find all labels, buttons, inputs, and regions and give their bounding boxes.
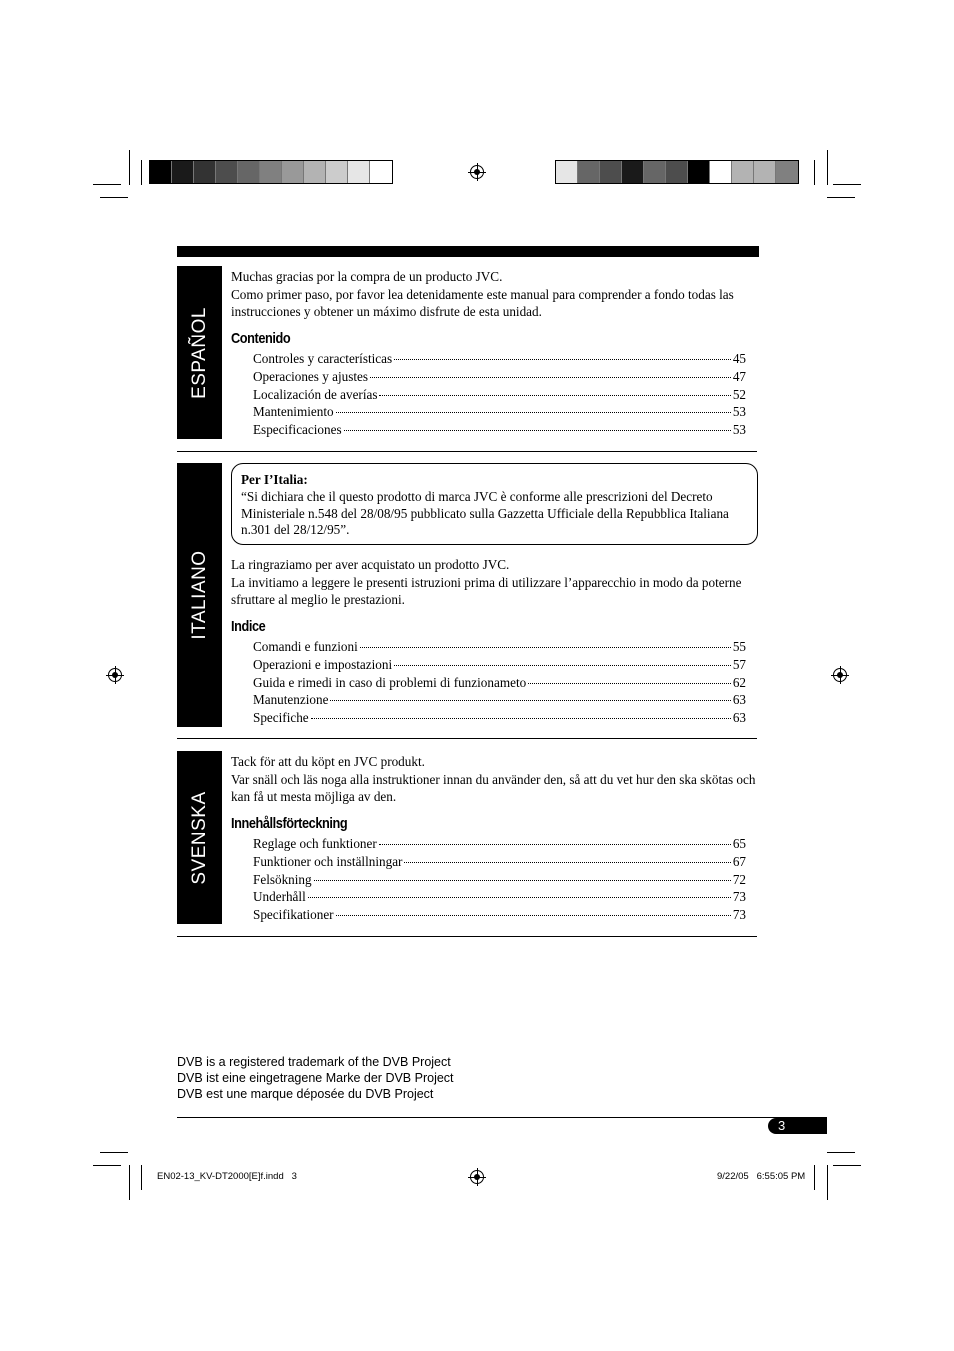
crop-mark bbox=[827, 150, 828, 185]
crop-mark bbox=[827, 1152, 855, 1153]
registration-mark-icon bbox=[108, 668, 122, 682]
crop-mark bbox=[827, 1165, 828, 1200]
section-divider bbox=[177, 738, 757, 739]
color-calibration-bar-right bbox=[555, 160, 799, 184]
registration-mark-icon bbox=[833, 668, 847, 682]
table-of-contents bbox=[253, 350, 746, 439]
page-number-badge: 3 bbox=[768, 1118, 827, 1134]
toc-item[interactable]: Reglage och funktioner 65 bbox=[253, 836, 746, 851]
toc-item[interactable]: Controles y características 45 bbox=[253, 351, 746, 366]
color-swatch bbox=[688, 161, 710, 183]
color-swatch bbox=[600, 161, 622, 183]
color-swatch bbox=[578, 161, 600, 183]
toc-item[interactable]: Underhåll 73 bbox=[253, 889, 746, 905]
table-of-contents bbox=[253, 835, 746, 924]
intro-paragraph: La invitiamo a leggere le presenti istruzioni prima di utilizzare l’apparecchio in modo da poterne sfruttare al meglio le prestazioni. bbox=[231, 574, 742, 608]
color-swatch bbox=[732, 161, 754, 183]
notice-text: “Si dichiara che il questo prodotto di marca JVC è conforme alle prescrizioni del Decreto Ministeriale n.548 del 28/08/95 pubblicato sulla Gazzetta Ufficiale della Repubblica Italiana n.301 del 28/12/95”. bbox=[241, 488, 729, 538]
section-espanol bbox=[231, 268, 758, 443]
registration-mark-icon bbox=[470, 1170, 484, 1184]
section-divider bbox=[177, 451, 757, 452]
toc-item[interactable]: Operaciones y ajustes 47 bbox=[253, 368, 746, 384]
color-swatch bbox=[556, 161, 578, 183]
section-divider bbox=[177, 936, 757, 937]
header-bar bbox=[177, 246, 759, 257]
color-swatch bbox=[644, 161, 666, 183]
toc-item[interactable]: Specifikationer 73 bbox=[253, 907, 746, 923]
crop-mark bbox=[93, 184, 121, 185]
footer-rule bbox=[177, 1117, 827, 1118]
notice-title: Per I’Italia: bbox=[241, 472, 308, 487]
language-tab-svenska bbox=[177, 751, 222, 924]
intro-paragraph: Como primer paso, por favor lea detenidamente este manual para comprender a fondo todas las instrucciones y obtener un máximo disfrute de esta unidad. bbox=[231, 286, 734, 320]
toc-item[interactable]: Manutenzione 63 bbox=[253, 692, 746, 708]
toc-item[interactable]: Localización de averías 52 bbox=[253, 386, 746, 402]
trademark-line: DVB est une marque déposée du DVB Project bbox=[177, 1087, 434, 1101]
toc-item[interactable]: Specifiche 63 bbox=[253, 710, 746, 726]
intro-paragraph: Var snäll och läs noga alla instruktioner innan du använder den, så att du vet hur den ska skötas och kan få ut mesta möjliga av den. bbox=[231, 771, 756, 805]
color-swatch bbox=[260, 161, 282, 183]
toc-item[interactable]: Felsökning 72 bbox=[253, 871, 746, 887]
tab-label: SVENSKA bbox=[188, 790, 210, 885]
color-swatch bbox=[326, 161, 348, 183]
color-swatch bbox=[172, 161, 194, 183]
section-heading: Indice bbox=[231, 618, 266, 635]
crop-mark bbox=[141, 1165, 142, 1190]
tab-label: ITALIANO bbox=[188, 550, 210, 640]
intro-line: Muchas gracias por la compra de un producto JVC. bbox=[231, 269, 503, 284]
color-swatch bbox=[348, 161, 370, 183]
color-swatch bbox=[754, 161, 776, 183]
section-svenska bbox=[231, 753, 758, 928]
crop-mark bbox=[814, 1165, 815, 1190]
crop-mark bbox=[833, 1165, 861, 1166]
crop-mark bbox=[129, 1165, 130, 1200]
color-swatch bbox=[666, 161, 688, 183]
crop-mark bbox=[833, 184, 861, 185]
color-swatch bbox=[622, 161, 644, 183]
toc-item[interactable]: Especificaciones 53 bbox=[253, 422, 746, 438]
color-swatch bbox=[282, 161, 304, 183]
section-heading: Innehållsförteckning bbox=[231, 815, 348, 832]
color-swatch bbox=[370, 161, 392, 183]
color-swatch bbox=[194, 161, 216, 183]
trademark-line: DVB ist eine eingetragene Marke der DVB Project bbox=[177, 1071, 454, 1085]
section-italiano bbox=[231, 556, 758, 731]
trademark-notice bbox=[177, 1054, 454, 1102]
crop-mark bbox=[129, 150, 130, 185]
color-swatch bbox=[216, 161, 238, 183]
toc-item[interactable]: Funktioner och inställningar 67 bbox=[253, 853, 746, 869]
crop-mark bbox=[100, 197, 128, 198]
crop-mark bbox=[93, 1165, 121, 1166]
crop-mark bbox=[814, 160, 815, 185]
intro-line: Tack för att du köpt en JVC produkt. bbox=[231, 754, 425, 769]
crop-mark bbox=[141, 160, 142, 185]
toc-item[interactable]: Comandi e funzioni 55 bbox=[253, 639, 746, 654]
color-swatch bbox=[150, 161, 172, 183]
toc-item[interactable]: Operazioni e impostazioni 57 bbox=[253, 656, 746, 672]
color-swatch bbox=[776, 161, 798, 183]
color-calibration-bar-left bbox=[149, 160, 393, 184]
color-swatch bbox=[238, 161, 260, 183]
intro-line: La ringraziamo per aver acquistato un prodotto JVC. bbox=[231, 557, 510, 572]
registration-mark-icon bbox=[470, 165, 484, 179]
crop-mark bbox=[100, 1152, 128, 1153]
crop-mark bbox=[827, 197, 855, 198]
color-swatch bbox=[710, 161, 732, 183]
print-timestamp: 9/22/05 6:55:05 PM bbox=[717, 1171, 806, 1182]
tab-label: ESPAÑOL bbox=[188, 306, 210, 399]
toc-item[interactable]: Guida e rimedi in caso di problemi di funzionameto 62 bbox=[253, 674, 746, 690]
language-tab-italiano bbox=[177, 463, 222, 727]
section-heading: Contenido bbox=[231, 330, 291, 347]
language-tab-espanol bbox=[177, 266, 222, 439]
table-of-contents bbox=[253, 638, 746, 727]
italy-notice-box bbox=[231, 463, 758, 545]
trademark-line: DVB is a registered trademark of the DVB Project bbox=[177, 1055, 451, 1069]
color-swatch bbox=[304, 161, 326, 183]
toc-item[interactable]: Mantenimiento 53 bbox=[253, 404, 746, 420]
file-slug: EN02-13_KV-DT2000[E]f.indd 3 bbox=[157, 1171, 297, 1182]
